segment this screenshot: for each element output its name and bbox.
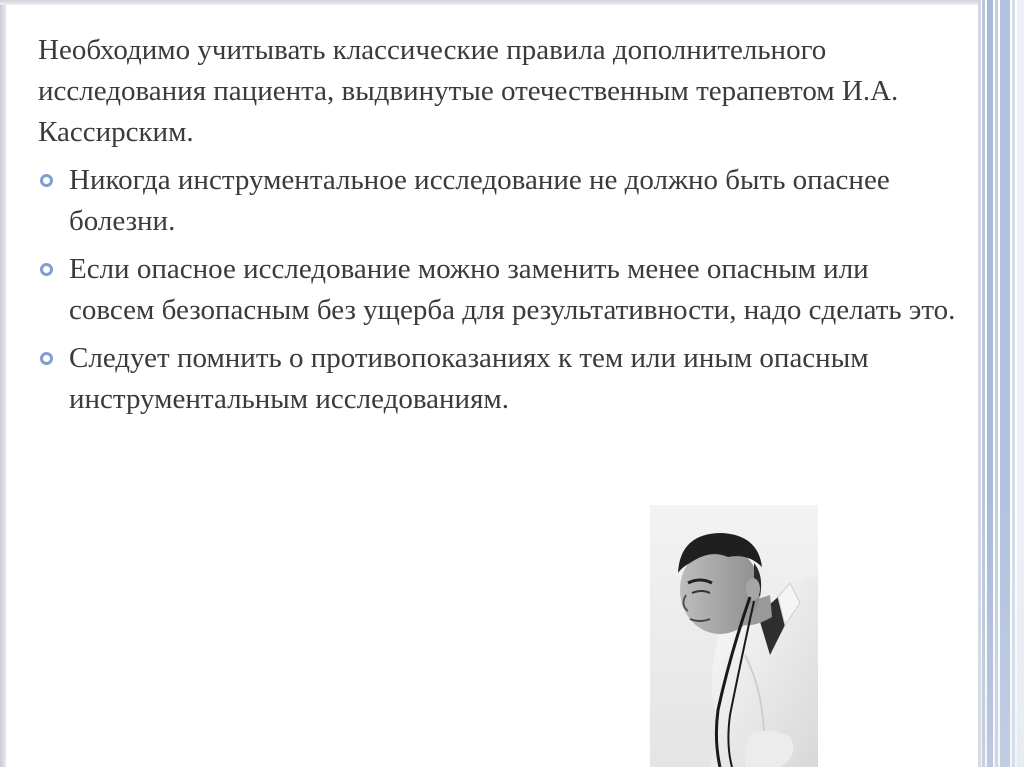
list-item [38,338,958,420]
slide-body [38,30,958,427]
slide-left-border [0,0,6,767]
doctor-with-stethoscope-photo [650,505,818,767]
intro-paragraph: Необходимо учитывать классические правила дополнительного исследования пациента, выдвинутые отечественным терапевтом И.А. Кассирским. [38,34,899,148]
ring-bullet-icon [39,173,54,188]
ring-bullet-icon [39,262,54,277]
bullet-text: Следует помнить о противопоказаниях к тем или иным опасным инструментальным исследованиям. [69,342,869,415]
list-item [38,249,958,331]
bullet-text: Никогда инструментальное исследование не должно быть опаснее болезни. [69,164,890,237]
bullet-list [38,160,958,420]
decorative-side-stripes [978,0,1024,767]
slide-top-border [0,0,980,5]
doctor-photo [650,505,818,767]
list-item [38,160,958,242]
ring-bullet-icon [39,351,54,366]
bullet-text: Если опасное исследование можно заменить менее опасным или совсем безопасным без ущерба для результативности, надо сделать это. [69,253,956,326]
